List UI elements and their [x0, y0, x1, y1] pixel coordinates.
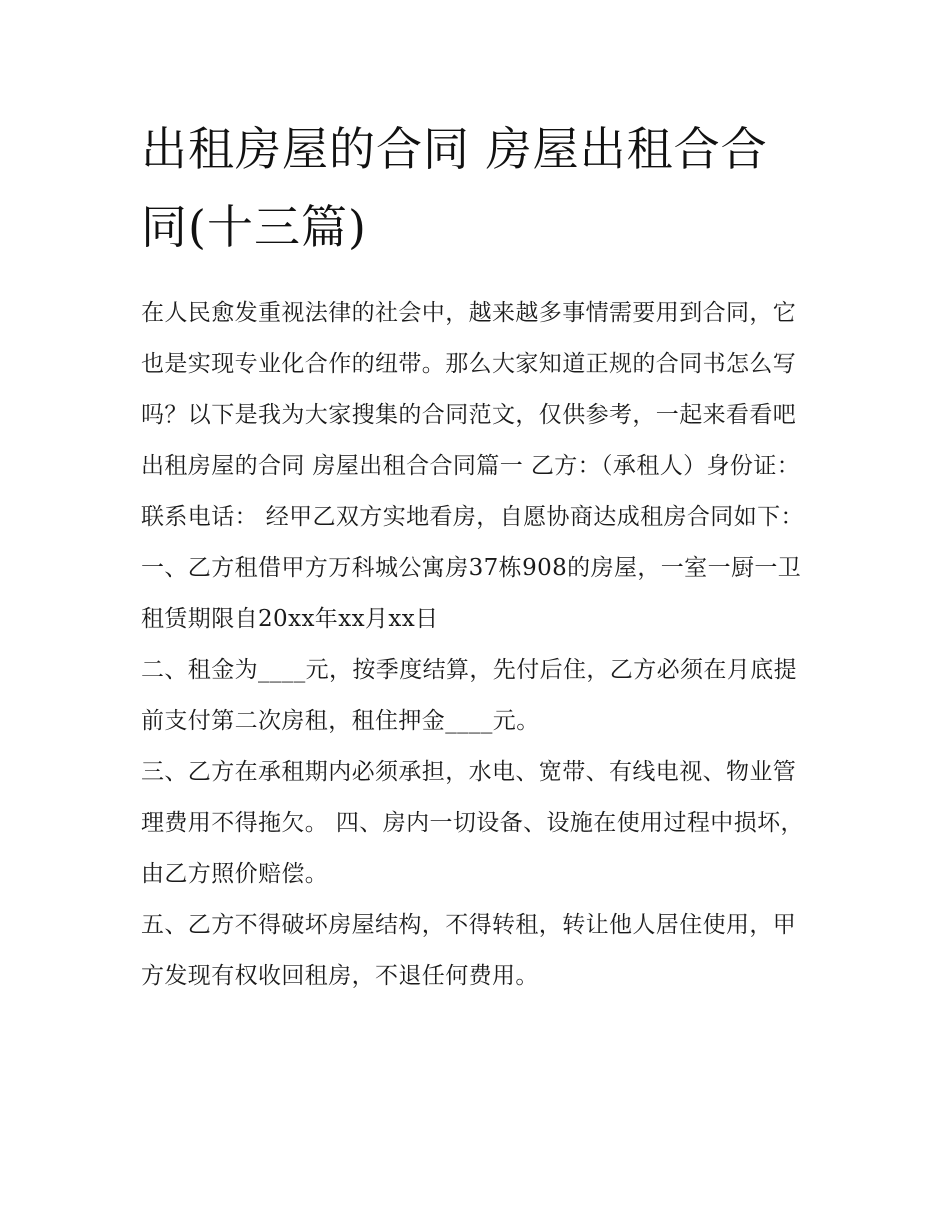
clause-two-paragraph: 二、租金为____元，按季度结算，先付后住，乙方必须在月底提前支付第二次房租，租住押金____元。: [141, 657, 797, 734]
intro-paragraph: 在人民愈发重视法律的社会中，越来越多事情需要用到合同，它也是实现专业化合作的纽带。那么大家知道正规的合同书怎么写吗？以下是我为大家搜集的合同范文，仅供参考，一起来看看吧: [141, 300, 797, 428]
document-body: [141, 110, 813, 1002]
paragraph-list: [141, 288, 813, 1002]
clause-three-four-paragraph: 三、乙方在承租期内必须承担，水电、宽带、有线电视、物业管理费用不得拖欠。 四、房内一切设备、设施在使用过程中损坏，由乙方照价赔偿。: [141, 759, 804, 887]
clause-one-paragraph: 一、乙方租借甲方万科城公寓房37栋908的房屋，一室一厨一卫租赁期限自20xx年xx月xx日: [141, 555, 802, 632]
document-title: 出租房屋的合同 房屋出租合合同(十三篇): [141, 122, 768, 254]
contract-header-paragraph: 出租房屋的合同 房屋出租合合同篇一 乙方：（承租人）身份证：联系电话： 经甲乙双方实地看房，自愿协商达成租房合同如下：: [141, 453, 804, 530]
clause-five-paragraph: 五、乙方不得破坏房屋结构，不得转租，转让他人居住使用，甲方发现有权收回租房，不退任何费用。: [141, 912, 797, 989]
